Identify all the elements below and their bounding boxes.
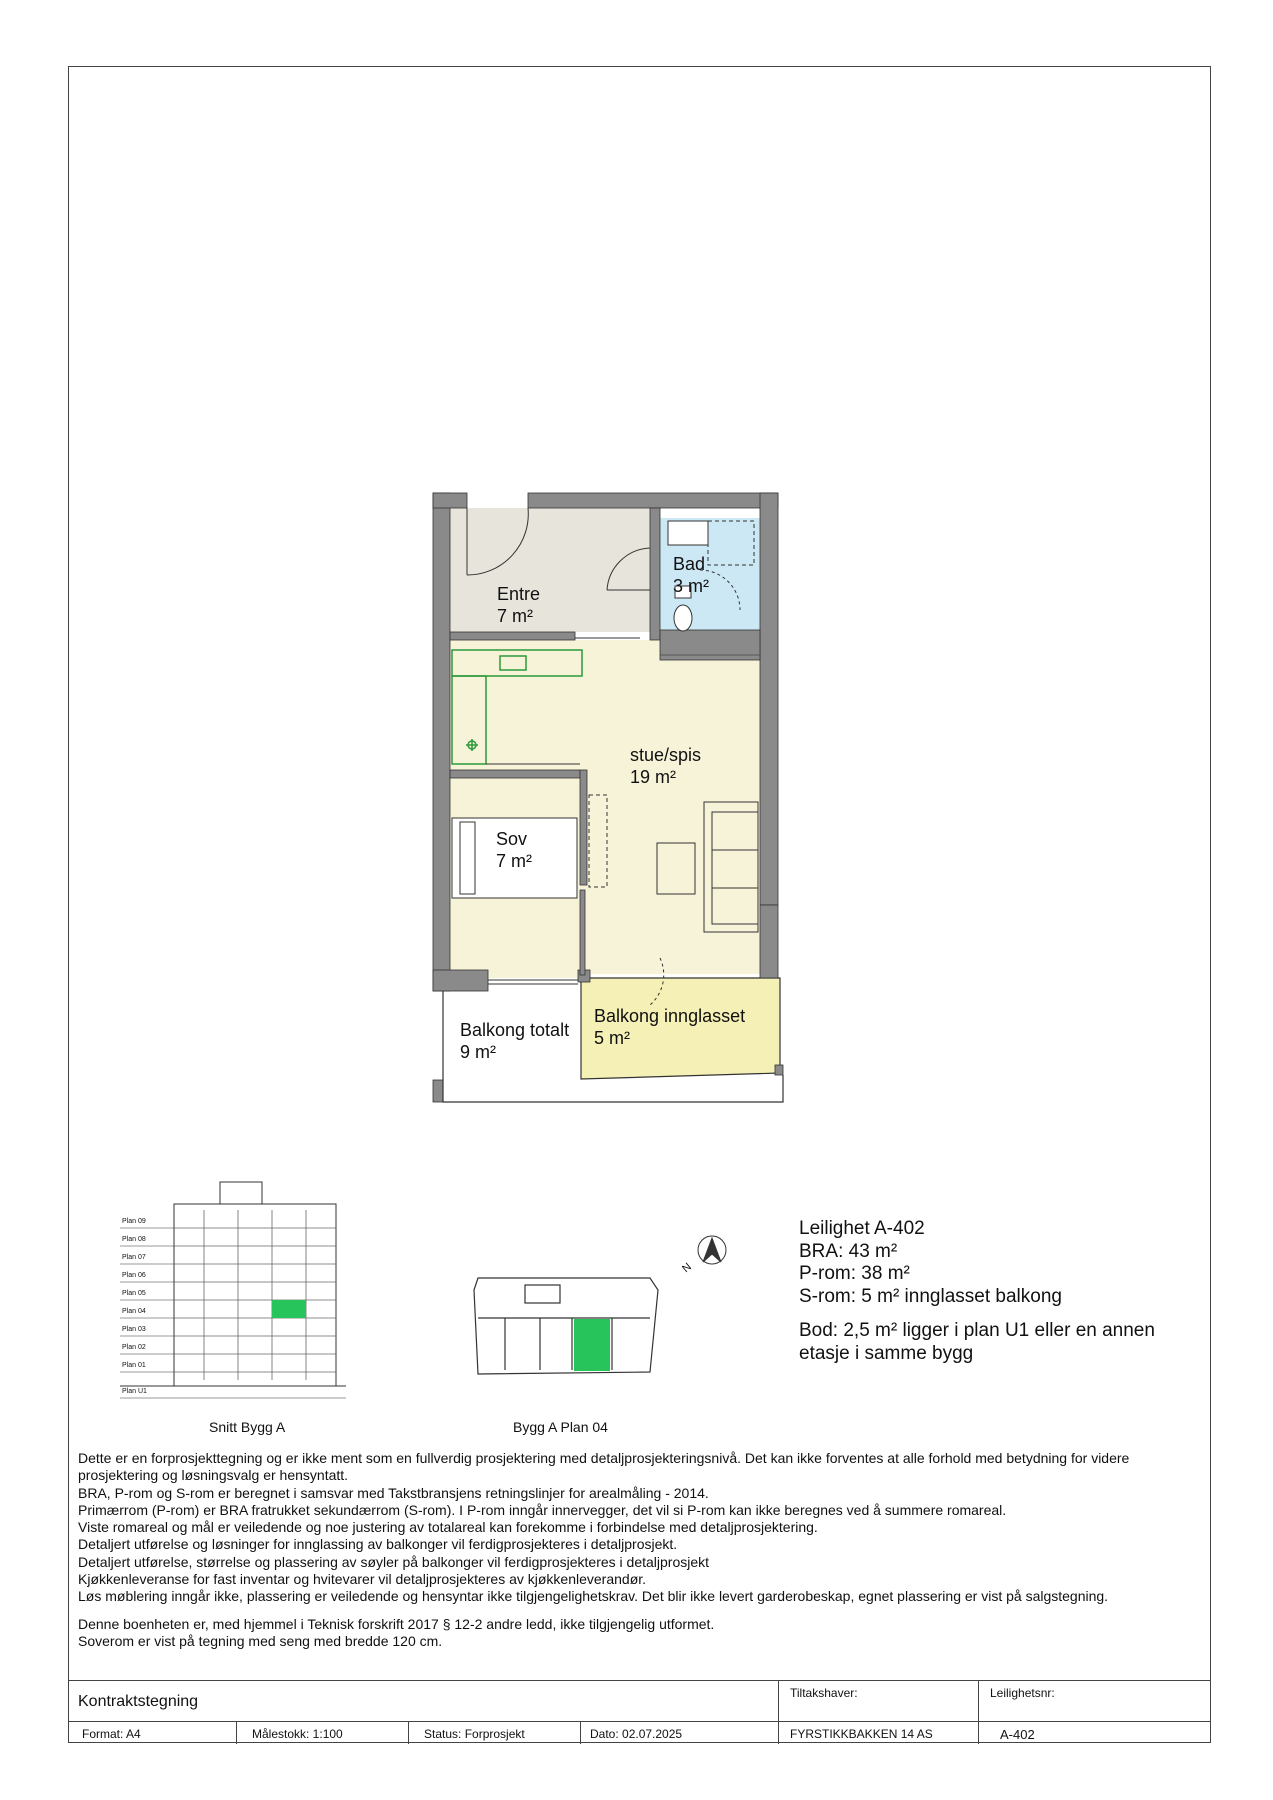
note-line: Detaljert utførelse og løsninger for innglassing av balkonger vil ferdigprosjekteres i detaljprosjekt. [78, 1536, 678, 1553]
status-value: Status: Forprosjekt [424, 1727, 525, 1741]
note-line: Denne boenheten er, med hjemmel i Teknisk forskrift 2017 § 12-2 andre ledd, ikke tilgjengelig utformet. [78, 1615, 715, 1632]
room-balkong-totalt [460, 1019, 569, 1063]
section-drawing [120, 1182, 346, 1386]
bra-value: BRA: 43 m² [799, 1240, 898, 1262]
note-line: Primærrom (P-rom) er BRA fratrukket sekundærrom (S-rom). I P-rom inngår innervegger, det vil si P-rom kan ikke beregnes ved å summere romareal. [78, 1501, 1007, 1518]
room-name: Balkong totalt [460, 1020, 570, 1040]
keyplan-caption: Bygg A Plan 04 [513, 1419, 608, 1435]
title-block [68, 1680, 1211, 1743]
prom-value: P-rom: 38 m² [799, 1263, 910, 1284]
room-area: 3 m² [673, 576, 709, 596]
format-value: Format: A4 [82, 1727, 141, 1741]
section-floor-lines [120, 1228, 346, 1398]
section-highlight [272, 1300, 306, 1318]
floor-label: Plan 09 [122, 1218, 146, 1225]
malestokk-value: Målestokk: 1:100 [252, 1727, 343, 1741]
srom-value: S-rom: 5 m² innglasset balkong [799, 1285, 1062, 1307]
floor-label: Plan 03 [122, 1326, 146, 1333]
floor-label: Plan 08 [122, 1236, 146, 1243]
room-name: Bad [673, 554, 706, 574]
room-area: 9 m² [460, 1042, 496, 1062]
keyplan-highlight [574, 1319, 610, 1371]
room-area: 7 m² [497, 606, 533, 626]
room-area: 5 m² [594, 1028, 630, 1048]
room-area: 19 m² [630, 767, 677, 787]
room-area: 7 m² [496, 851, 532, 871]
floor-label: Plan 05 [122, 1290, 146, 1297]
note-line: Dette er en forprosjekttegning og er ikke ment som en fullverdig prosjektering med detaljprosjekteringsnivå. Det kan ikke forventes at alle forhold med betydning for videre [78, 1450, 1130, 1466]
dato-value: Dato: 02.07.2025 [590, 1727, 683, 1741]
apartment-title: Leilighet A-402 [799, 1218, 925, 1239]
floor-label: Plan 04 [122, 1308, 146, 1315]
drawing-title: Kontraktstegning [78, 1693, 199, 1710]
bod-info-line2: etasje i samme bygg [799, 1342, 974, 1364]
bod-info-line1: Bod: 2,5 m² ligger i plan U1 eller en annen [799, 1320, 1155, 1341]
room-name: Sov [496, 829, 528, 849]
leilighetsnr-value: A-402 [1000, 1727, 1035, 1742]
note-line: prosjektering og løsningsvalg er hensyntatt. [78, 1467, 349, 1484]
note-line: Detaljert utførelse, størrelse og plassering av søyler på balkonger vil ferdigprosjekteres i detaljprosjekt [78, 1553, 710, 1570]
floor-label: Plan 02 [122, 1344, 146, 1351]
note-line: BRA, P-rom og S-rom er beregnet i samsvar med Takstbransjens retningslinjer for arealmåling - 2014. [78, 1484, 709, 1501]
tiltakshaver-value: FYRSTIKKBAKKEN 14 AS [790, 1727, 933, 1741]
note-line: Soverom er vist på tegning med seng med bredde 120 cm. [78, 1632, 443, 1649]
note-line: Kjøkkenleveranse for fast inventar og hvitevarer vil detaljprosjekteres av kjøkkenleverandør. [78, 1571, 647, 1588]
room-sov [496, 828, 532, 872]
room-name: stue/spis [630, 745, 702, 765]
leilighetsnr-label: Leilighetsnr: [990, 1686, 1055, 1700]
room-name: Entre [497, 584, 541, 604]
room-bad [673, 553, 709, 597]
north-label: N [680, 1260, 694, 1276]
north-arrow-icon [698, 1236, 726, 1264]
room-entre [497, 583, 540, 627]
floor-label: Plan U1 [122, 1388, 147, 1395]
notes-block [78, 1450, 1208, 1650]
floor-label: Plan 06 [122, 1272, 146, 1279]
apartment-info [799, 1218, 1155, 1365]
keyplan-drawing [474, 1278, 658, 1374]
entre-fill [450, 508, 657, 632]
section-caption: Snitt Bygg A [209, 1419, 286, 1435]
room-balkong-innglasset [594, 1005, 745, 1049]
floor-label: Plan 01 [122, 1362, 146, 1369]
note-line: Løs møblering inngår ikke, plassering er veiledende og hensyntar ikke tilgjengelighetskrav. Det blir ikke levert garderobeskap, egnet plassering er vist på salgstegning. [78, 1588, 1109, 1605]
room-name: Balkong innglasset [594, 1006, 746, 1026]
note-line: Viste romareal og mål er veiledende og noe justering av totalareal kan forekomme i forbindelse med detaljprosjektering. [78, 1519, 818, 1536]
floor-label: Plan 07 [122, 1254, 146, 1261]
tiltakshaver-label: Tiltakshaver: [790, 1686, 858, 1700]
room-stue [630, 744, 701, 788]
